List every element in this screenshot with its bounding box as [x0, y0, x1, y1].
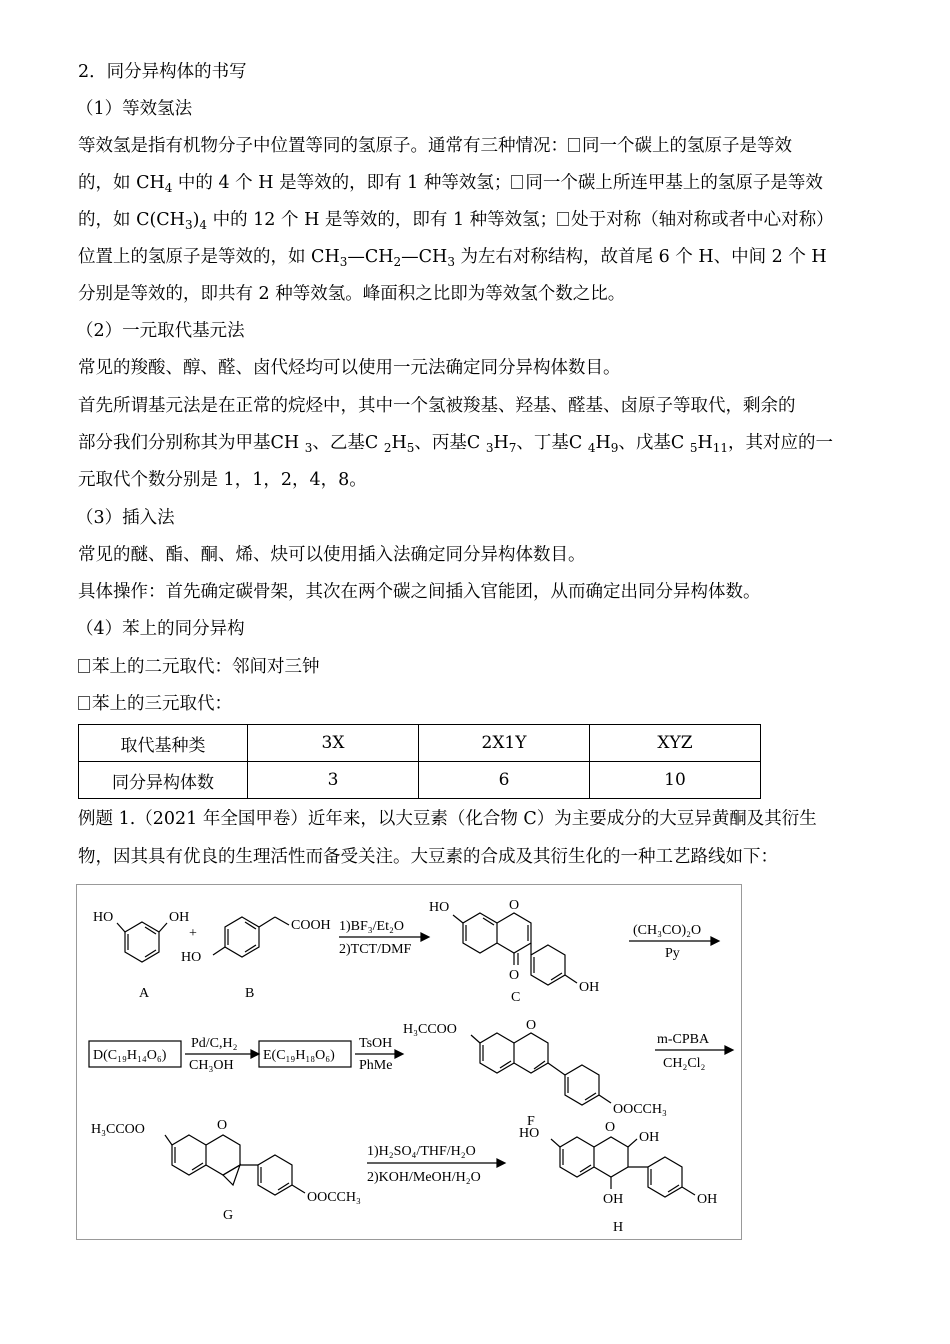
text-run: 、乙基C [312, 433, 384, 453]
ring-G-phenyl [258, 1155, 292, 1195]
reagent-label: 1)H₂SO₄/THF/H₂O [367, 1144, 476, 1159]
label-HO: HO [181, 950, 202, 965]
paragraph-line [78, 134, 792, 158]
paragraph-line [78, 655, 320, 679]
paragraph-line [78, 171, 823, 200]
paragraph-line [78, 245, 827, 274]
table-cell: XYZ [590, 725, 761, 762]
text-run: —CH [347, 247, 394, 267]
text-run: 同一个碳上的氢原子是等效 [582, 136, 792, 156]
label-HO: HO [429, 900, 450, 915]
table-cell: 3 [248, 762, 419, 799]
paragraph-line: 例题 1.（2021 年全国甲卷）近年来，以大豆素（化合物 C）为主要成分的大豆异黄酮及其衍生 [78, 809, 817, 829]
table-cell: 2X1Y [419, 725, 590, 762]
subscript: 2 [393, 255, 402, 269]
checkbox-glyph-icon [78, 696, 90, 710]
reagent-label: 1)BF₃/Et₂O [339, 919, 404, 934]
subscript: 5 [406, 441, 415, 455]
label-COOH: COOH [291, 918, 331, 933]
table-row [79, 725, 761, 762]
ring-G-benzo [172, 1135, 206, 1175]
label-O: O [509, 898, 520, 913]
label-plus: + [189, 926, 197, 941]
paragraph-line: 物，因其具有优良的生理活性而备受关注。大豆素的合成及其衍生化的一种工艺路线如下： [78, 847, 778, 867]
subsection-heading: （2）一元取代基元法 [76, 321, 245, 341]
subscript: 3 [339, 255, 348, 269]
text-run: 为左右对称结构，故首尾 6 个 H、中间 2 个 H [454, 247, 827, 267]
ring-H-phenyl [648, 1157, 682, 1197]
reagent-label: TsOH [359, 1036, 393, 1051]
label-acetoxy: OOCCH₃ [307, 1190, 361, 1205]
label-A: A [139, 986, 150, 1001]
text-run: 中的 12 个 H 是等效的，即有 1 种等效氢； [207, 210, 558, 230]
subsection-heading: （1）等效氢法 [76, 99, 193, 119]
ring-A [125, 922, 159, 962]
checkbox-glyph-icon [511, 175, 523, 189]
label-OH: OH [603, 1192, 624, 1207]
label-OH: OH [697, 1192, 718, 1207]
ring-C-phenyl [531, 945, 565, 985]
label-OH: OH [579, 980, 600, 995]
table-cell: 10 [590, 762, 761, 799]
ring-C-benzo [463, 913, 497, 953]
text-run: H [391, 433, 407, 453]
text-run: 苯上的三元取代： [92, 694, 232, 714]
subscript: 5 [689, 441, 698, 455]
text-run: 、丁基C [516, 433, 588, 453]
subscript: 4 [164, 181, 173, 195]
compound-D: D(C₁₉H₁₄O₆) [93, 1048, 167, 1063]
text-run: 同一个碳上所连甲基上的氢原子是等效 [525, 173, 823, 193]
paragraph-line [78, 431, 833, 460]
subscript: 4 [199, 218, 208, 232]
text-run: 苯上的二元取代：邻间对三钟 [92, 657, 320, 677]
reagent-label: Pd/C,H₂ [191, 1036, 238, 1051]
text-run: 等效氢是指有机物分子中位置等同的氢原子。通常有三种情况： [78, 136, 568, 156]
text-run: —CH [401, 247, 448, 267]
text-run: 的，如 CH [78, 173, 165, 193]
subscript: 3 [304, 441, 313, 455]
label-HO: HO [519, 1126, 540, 1141]
reagent-label: PhMe [359, 1058, 393, 1073]
label-O: O [526, 1018, 537, 1033]
label-acetoxy: OOCCH₃ [613, 1102, 667, 1117]
compound-E: E(C₁₉H₁₈O₆) [263, 1048, 335, 1063]
subscript: 3 [447, 255, 455, 269]
ring-F-benzo [480, 1033, 514, 1073]
section-title: 2．同分异构体的书写 [78, 62, 247, 82]
paragraph-line: 分别是等效的，即共有 2 种等效氢。峰面积之比即为等效氢个数之比。 [78, 284, 626, 304]
label-O: O [217, 1118, 228, 1133]
scheme-drawing [77, 885, 741, 1239]
reagent-label: CH₂Cl₂ [663, 1056, 706, 1071]
paragraph-line [78, 208, 834, 237]
subsection-heading: （4）苯上的同分异构 [76, 619, 245, 639]
text-run: H [697, 433, 713, 453]
paragraph-line: 常见的醚、酯、酮、烯、炔可以使用插入法确定同分异构体数目。 [78, 545, 586, 565]
reagent-label: m-CPBA [657, 1032, 710, 1047]
table-cell: 3X [248, 725, 419, 762]
text-run: 位置上的氢原子是等效的，如 CH [78, 247, 340, 267]
label-B: B [245, 986, 255, 1001]
label-OH: OH [639, 1130, 660, 1145]
paragraph-line: 具体操作：首先确定碳骨架，其次在两个碳之间插入官能团，从而确定出同分异构体数。 [78, 582, 761, 602]
subscript: 9 [610, 441, 619, 455]
reagent-label: Py [665, 946, 680, 961]
reagent-label: (CH₃CO)₂O [633, 923, 702, 938]
table-row [79, 762, 761, 799]
text-run: 、丙基C [414, 433, 486, 453]
checkbox-glyph-icon [78, 659, 90, 673]
text-run: 的，如 C(CH [78, 210, 185, 230]
isomer-table [78, 724, 761, 799]
label-C: C [511, 990, 521, 1005]
label-G: G [223, 1208, 234, 1223]
reagent-label: 2)TCT/DMF [339, 942, 412, 957]
ring-H-benzo [560, 1137, 594, 1177]
text-run: 处于对称（轴对称或者中心对称） [571, 210, 834, 230]
text-run: 部分我们分别称其为甲基CH [78, 433, 305, 453]
table-cell: 同分异构体数 [79, 762, 248, 799]
text-run: ) [192, 210, 200, 230]
text-run: ，其对应的一 [728, 433, 833, 453]
label-acetoxy: H₃CCOO [91, 1122, 145, 1137]
epoxide-ring [223, 1165, 240, 1185]
subscript: 3 [184, 218, 193, 232]
subscript: 7 [508, 441, 517, 455]
table-cell: 取代基种类 [79, 725, 248, 762]
subscript: 4 [587, 441, 596, 455]
text-run: H [595, 433, 611, 453]
reagent-label: 2)KOH/MeOH/H₂O [367, 1170, 481, 1185]
subsection-heading: （3）插入法 [76, 508, 175, 528]
ring-F-phenyl [565, 1065, 599, 1105]
paragraph-line: 常见的羧酸、醇、醛、卤代烃均可以使用一元法确定同分异构体数目。 [78, 358, 621, 378]
ring-B [225, 917, 259, 957]
label-acetoxy: H₃CCOO [403, 1022, 457, 1037]
label-F: F [527, 1114, 535, 1129]
text-run: 中的 4 个 H 是等效的，即有 1 种等效氢； [172, 173, 512, 193]
label-OH: OH [169, 910, 190, 925]
subscript: 2 [383, 441, 392, 455]
checkbox-glyph-icon [557, 212, 569, 226]
paragraph-line [78, 692, 232, 716]
subscript: 11 [712, 441, 728, 455]
label-O: O [605, 1120, 616, 1135]
paragraph-line: 首先所谓基元法是在正常的烷烃中，其中一个氢被羧基、羟基、醛基、卤原子等取代，剩余的 [78, 396, 796, 416]
table-cell: 6 [419, 762, 590, 799]
label-O: O [509, 968, 520, 983]
label-H: H [613, 1220, 624, 1235]
synthesis-scheme [76, 884, 742, 1240]
reagent-label: CH₃OH [189, 1058, 234, 1073]
text-run: 、戊基C [618, 433, 690, 453]
label-HO: HO [93, 910, 114, 925]
text-run: H [493, 433, 509, 453]
checkbox-glyph-icon [568, 138, 580, 152]
subscript: 3 [485, 441, 494, 455]
paragraph-line: 元取代个数分别是 1，1，2，4，8。 [78, 470, 367, 490]
